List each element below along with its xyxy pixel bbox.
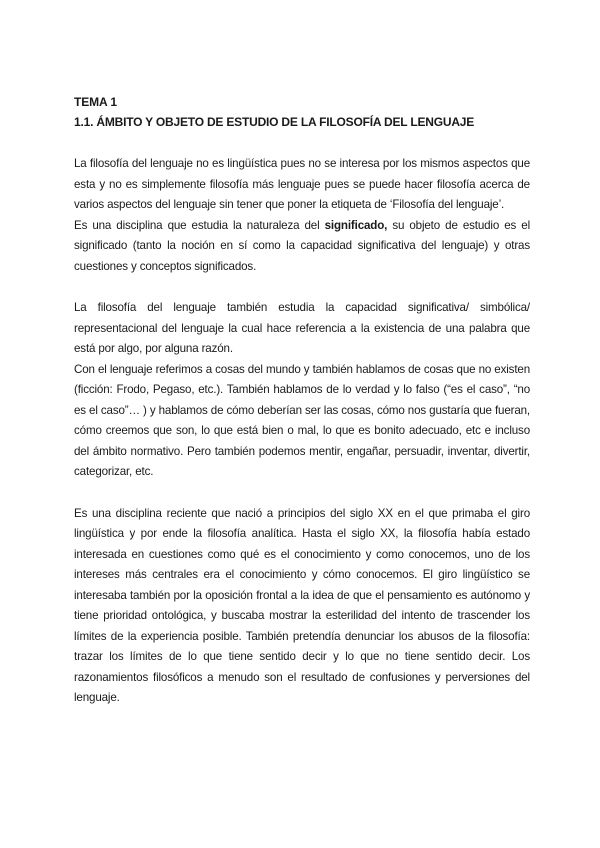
paragraph-2-bold-term: significado, [324, 218, 388, 232]
paragraph-1: La filosofía del lenguaje no es lingüística pues no se interesa por los mismos aspectos que esta y no es simplemente filosofía más lenguaje pues se puede hacer filosofía acerca de varios aspectos del lenguaje sin tener que poner la etiqueta de ‘Filosofía del lenguaje’. [74, 157, 530, 211]
paragraph-4: Con el lenguaje referimos a cosas del mundo y también hablamos de cosas que no existen (ficción: Frodo, Pegaso, etc.). También hablamos de lo verdad y lo falso (“es el caso”, “no es el caso”… ) y hablamos de cómo deberían ser las cosas, cómo nos gustaría que fueran, cómo creemos que son, lo que está bien o mal, lo que es bonito adecuado, etc e incluso del ámbito normativo. Pero también podemos mentir, engañar, persuadir, inventar, divertir, categorizar, etc. [74, 362, 530, 478]
section-title: 1.1. ÁMBITO Y OBJETO DE ESTUDIO DE LA FILOSOFÍA DEL LENGUAJE [74, 115, 475, 129]
paragraph-3: La filosofía del lenguaje también estudia la capacidad significativa/ simbólica/ representacional del lenguaje la cual hace referencia a la existencia de una palabra que está por algo, por alguna razón. [74, 301, 530, 355]
topic-heading: TEMA 1 [74, 95, 117, 109]
paragraph-spacer [74, 483, 530, 504]
paragraph-2-text-a: Es una disciplina que estudia la naturaleza del [74, 218, 325, 232]
paragraph-spacer [74, 277, 530, 298]
paragraph-5: Es una disciplina reciente que nació a principios del siglo XX en el que primaba el giro lingüística y por ende la filosofía analítica. Hasta el siglo XX, la filosofía había estado interesada en cuestiones como qué es el conocimiento y como conocemos, uno de los intereses más centrales era el conocimiento y cómo conocemos. El giro lingüístico se interesaba también por la oposición frontal a la idea de que el pensamiento es autónomo y tiene prioridad ontológica, y buscaba mostrar la esterilidad del intento de trascender los límites de la experiencia posible. También pretendía denunciar los abusos de la filosofía: trazar los límites de lo que tiene sentido decir y lo que no tiene sentido decir. Los razonamientos filosóficos a menudo son el resultado de confusiones y perversiones del lenguaje. [74, 506, 530, 704]
paragraph-2 [74, 216, 530, 278]
document-body [74, 92, 530, 709]
paragraph-2-text-b: su objeto de estudio es el significado (tanto la noción en sí como la capacidad significativa del lenguaje) y otras cuestiones y conceptos significados. [74, 218, 530, 273]
